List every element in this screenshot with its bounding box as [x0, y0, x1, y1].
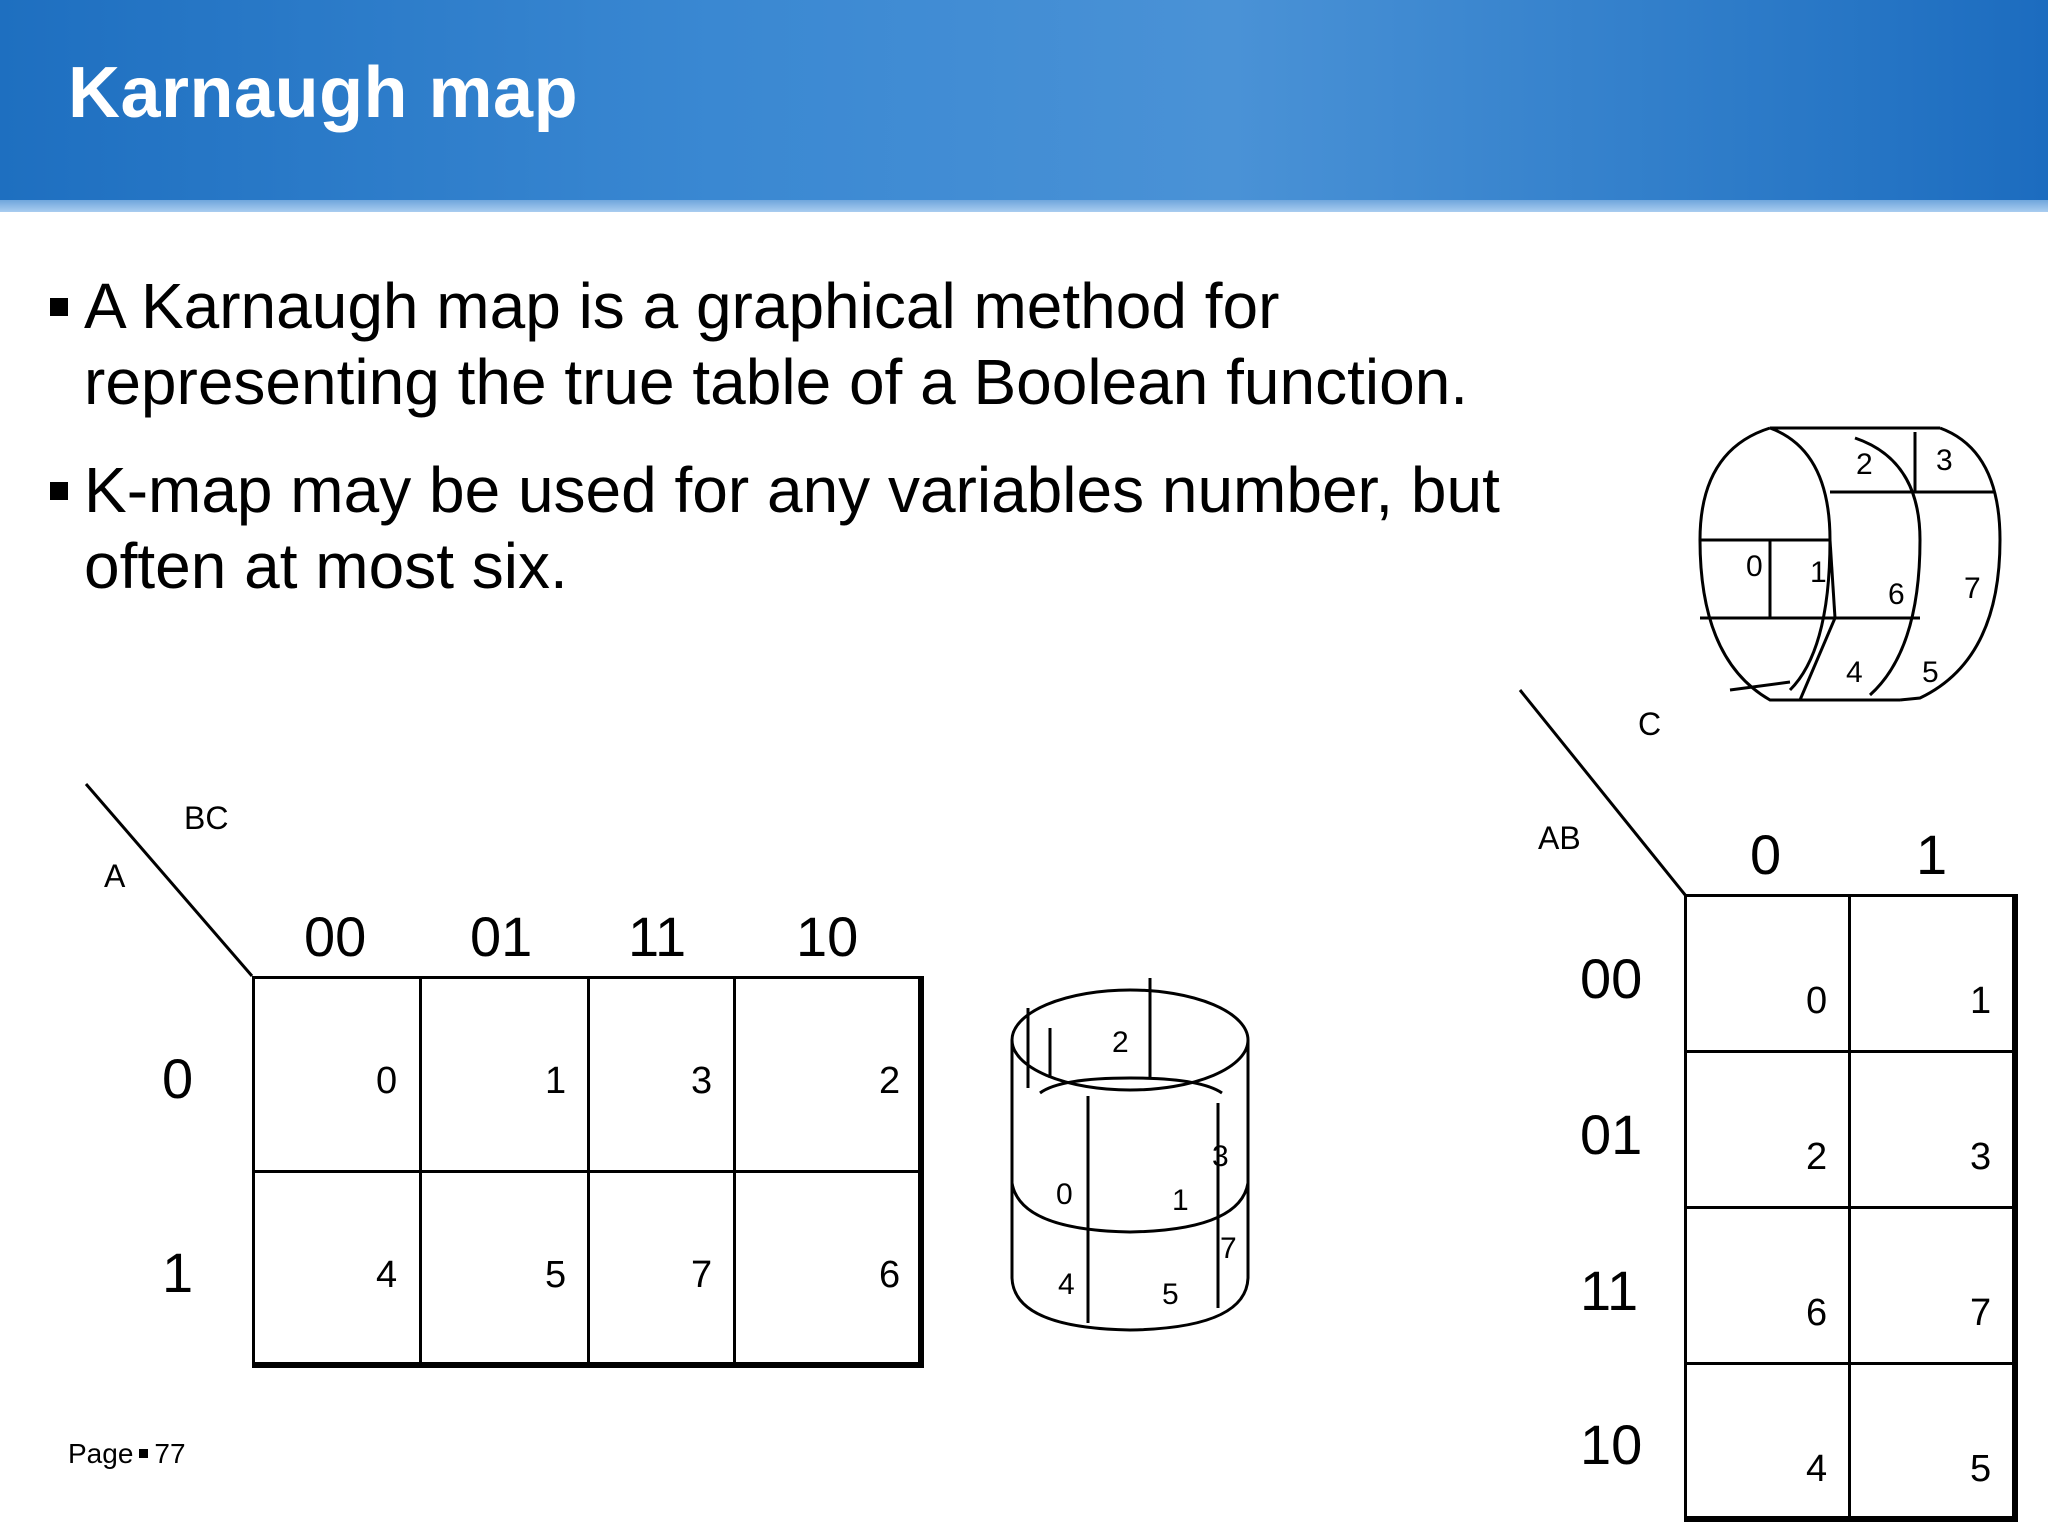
kmap-right-cell: 7: [1970, 1292, 1992, 1334]
cylinder-label: 2: [1112, 1026, 1129, 1059]
torus-label: 1: [1810, 556, 1827, 589]
kmap-right-cell: 3: [1970, 1136, 1992, 1178]
grid-line: [1684, 1516, 2018, 1522]
grid-line: [1684, 894, 2018, 897]
page-number-footer: [68, 1438, 186, 1470]
kmap-right-row-variable: AB: [1538, 820, 1581, 856]
kmap-left-cell: 6: [879, 1254, 901, 1296]
cylinder-label: 1: [1172, 1184, 1189, 1217]
grid-line: [2012, 894, 2018, 1522]
grid-line: [1684, 894, 1687, 1522]
kmap-right-cell: 0: [1806, 980, 1828, 1022]
kmap-right-row-header: 00: [1580, 947, 1643, 1010]
torus-label: 4: [1846, 656, 1863, 689]
kmap-right-cell: 6: [1806, 1292, 1828, 1334]
slide-title: Karnaugh map: [68, 53, 579, 133]
bullet-line: representing the true table of a Boolean function.: [84, 346, 1469, 418]
kmap-left-cell: 0: [376, 1060, 398, 1102]
grid-line: [1684, 1362, 2018, 1365]
page-label: Page: [68, 1438, 134, 1469]
kmap-left-row-header: 1: [162, 1241, 194, 1304]
cylinder-label: 3: [1212, 1140, 1229, 1173]
kmap-left-col-header: 10: [796, 905, 859, 968]
torus-label: 0: [1746, 550, 1763, 583]
kmap-left-row-header: 0: [162, 1047, 194, 1110]
bullet-line: often at most six.: [84, 530, 568, 602]
kmap-left-col-header: 00: [304, 905, 367, 968]
kmap-right-row-header: 01: [1580, 1103, 1643, 1166]
cylinder-label: 0: [1056, 1178, 1073, 1211]
kmap-left-cell: 1: [545, 1060, 567, 1102]
kmap-left-cell: 2: [879, 1060, 901, 1102]
cylinder-label: 7: [1220, 1232, 1237, 1265]
kmap-right-cell: 5: [1970, 1448, 1992, 1490]
kmap-right-col-variable: C: [1638, 706, 1662, 742]
kmap-left-col-header: 11: [628, 905, 687, 968]
torus-label: 3: [1936, 444, 1953, 477]
grid-line: [1848, 894, 1851, 1522]
kmap-right-cell: 2: [1806, 1136, 1828, 1178]
cylinder-label: 4: [1058, 1268, 1075, 1301]
torus-label: 2: [1856, 448, 1873, 481]
kmap-left-col-header: 01: [470, 905, 533, 968]
cylinder-label: 5: [1162, 1278, 1179, 1311]
kmap-right-col-header: 1: [1916, 823, 1948, 886]
kmap-right-row-header: 10: [1580, 1413, 1643, 1476]
bullet-line: K-map may be used for any variables number, but: [84, 454, 1500, 526]
kmap-left-col-variable: BC: [184, 800, 229, 836]
kmap-right-cell: 1: [1970, 980, 1992, 1022]
kmap-left-cell: 4: [376, 1254, 398, 1296]
bullet-line: A Karnaugh map is a graphical method for: [84, 270, 1280, 342]
kmap-right-col-header: 0: [1750, 823, 1782, 886]
grid-line: [1684, 1206, 2018, 1209]
kmap-left-row-variable: A: [104, 858, 126, 894]
torus-label: 6: [1888, 578, 1905, 611]
torus-label: 7: [1964, 572, 1981, 605]
grid-line: [1684, 1050, 2018, 1053]
kmap-right-cell: 4: [1806, 1448, 1828, 1490]
kmap-right-row-header: 11: [1580, 1259, 1639, 1322]
torus-label: 5: [1922, 656, 1939, 689]
kmap-left-cell: 3: [691, 1060, 713, 1102]
kmap-left-cell: 7: [691, 1254, 713, 1296]
kmap-left-cell: 5: [545, 1254, 567, 1296]
separator-square-icon: [139, 1449, 148, 1458]
page-number: 77: [154, 1438, 186, 1469]
